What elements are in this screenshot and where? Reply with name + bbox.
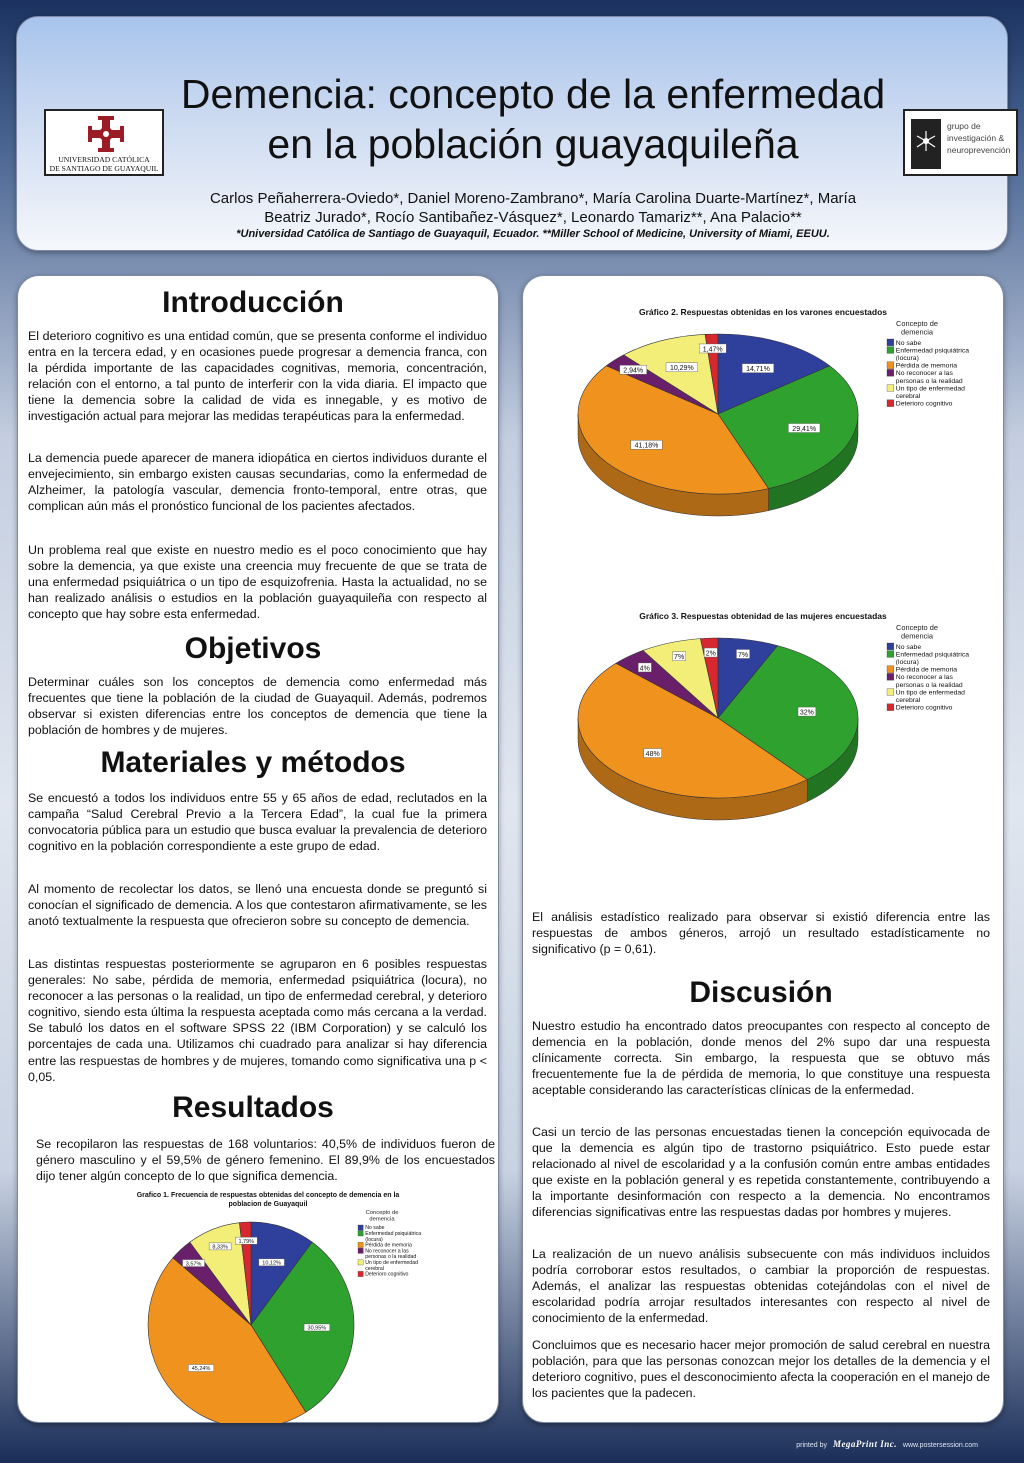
data-label-psiquiatrica: 32% xyxy=(799,709,814,717)
author-list xyxy=(167,189,899,227)
research-group-line-3: neuroprevención xyxy=(947,145,1011,155)
cross-emblem-icon xyxy=(86,114,126,154)
chart-title-line-2: poblacion de Guayaquil xyxy=(228,1201,308,1208)
materiales-paragraph-3: Las distintas respuestas posteriormente se agruparon en 6 posibles respuestas generales: No sabe, pérdida de memoria, enfermedad psiquiátrica (locura), no reconocer a las personas o la realidad, un tipo de enfermedad cerebral, y deterioro cognitivo, siendo esta última la respuesta aceptada como más cercana a la verdad. Se tabuló los datos en el software SPSS 22 (IBM Corporation) y se calculó los porcentajes de cada una. Utilizamos chi cuadrado para analizar si hay diferencia entre las respuestas de hombres y de mujeres, tomando como significativa una p < 0,05. xyxy=(28,957,487,1084)
chart-grafico-2 xyxy=(573,306,1003,566)
university-logo-line-1: UNIVERSIDAD CATÓLICA xyxy=(58,155,150,164)
university-logo-text xyxy=(46,155,162,173)
legend-title-line-2: demencia xyxy=(369,1216,395,1223)
legend-label-cerebral: cerebral xyxy=(895,393,921,400)
legend-title-line-2: demencia xyxy=(900,327,934,337)
legend-label-no_reconocer: personas o la realidad xyxy=(365,1254,417,1261)
legend-label-deterioro: Deterioro cognitivo xyxy=(895,704,953,712)
legend-label-memoria: Pérdida de memoria xyxy=(895,666,958,674)
legend-swatch-no_sabe xyxy=(887,643,894,650)
legend-swatch-cerebral xyxy=(358,1260,363,1265)
footer-credit xyxy=(796,1439,978,1449)
discusion-paragraph-4: Concluimos que es necesario hacer mejor promoción de salud cerebral en nuestra población, para que las personas conozcan mejor los detalles de la demencia y el deterioro cognitivo, pues el desconocimiento afecta la cooperación en el manejo de los pacientes que la padecen. xyxy=(532,1338,990,1401)
legend-swatch-deterioro xyxy=(358,1271,363,1276)
data-label-no_sabe: 14,71% xyxy=(746,365,770,373)
legend-label-no_reconocer: No reconocer a las xyxy=(895,674,953,682)
discusion-heading: Discusión xyxy=(689,976,833,1009)
legend-swatch-psiquiatrica xyxy=(887,347,894,354)
neuron-icon xyxy=(913,128,939,154)
legend-swatch-memoria xyxy=(358,1242,363,1247)
footer-brand: MegaPrint Inc. xyxy=(832,1439,897,1449)
legend-label-deterioro: Deterioro cognitivo xyxy=(895,400,953,408)
discusion-paragraph-3: La realización de un nuevo análisis subsecuente con más individuos incluidos podría corroborar estos resultados, o cambiar la proporción de respuestas. Además, el analizar las respuestas obtenidas cotejándolas con el nivel de escolaridad podría arrojar resultados interesantes con respecto al nivel de conocimiento de la enfermedad. xyxy=(532,1247,990,1326)
legend-label-psiquiatrica: Enfermedad psiquiátrica xyxy=(895,651,970,659)
poster-title-line-2: en la población guayaquileña xyxy=(267,121,799,167)
data-label-psiquiatrica: 29,41% xyxy=(792,425,817,433)
author-list-line-1: Carlos Peñaherrera-Oviedo*, Daniel Moreno-Zambrano*, María Carolina Duarte-Martínez*, María xyxy=(209,190,857,207)
legend-title-line-1: Concepto de xyxy=(365,1210,399,1216)
data-label-cerebral: 8,33% xyxy=(212,1244,228,1251)
legend-title-line-1: Concepto de xyxy=(896,319,938,328)
legend-label-cerebral: Un tipo de enfermedad xyxy=(365,1260,418,1266)
data-label-deterioro: 1,47% xyxy=(702,346,723,354)
legend-label-no_sabe: No sabe xyxy=(895,643,922,651)
data-label-deterioro: 1,79% xyxy=(238,1238,255,1245)
legend-label-no_reconocer: No reconocer a las xyxy=(365,1248,409,1255)
data-label-cerebral: 10,29% xyxy=(669,364,694,372)
introduccion-paragraph-2: La demencia puede aparecer de manera idiopática en ciertos individuos durante el envejecimiento, sin embargo existen causas secundarias, como la enfermedad de Alzheimer, la patología vascular, demencia fronto-temporal, entre otras, que complican aún más el pronóstico funcional de los pacientes afectados. xyxy=(28,451,487,514)
footer-printed-by: printed by xyxy=(796,1442,827,1449)
objetivos-heading: Objetivos xyxy=(184,632,322,665)
chart-grafico-1 xyxy=(118,1188,458,1423)
right-column xyxy=(522,275,1004,1423)
legend-label-memoria: Pérdida de memoria xyxy=(895,362,958,370)
legend-label-no_reconocer: No reconocer a las xyxy=(895,370,953,378)
analisis-paragraph: El análisis estadístico realizado para observar si existió diferencia entre las respuestas de ambos géneros, arrojó un resultado estadísticamente no significativo (p = 0,61). xyxy=(532,910,990,957)
legend-label-cerebral: cerebral xyxy=(895,697,921,704)
legend-label-psiquiatrica: (locura) xyxy=(365,1236,383,1243)
data-label-no_sabe: 10,12% xyxy=(262,1260,281,1267)
materiales-paragraph-2: Al momento de recolectar los datos, se llenó una encuesta donde se preguntó si conocían el significado de demencia. A los que contestaron afirmativamente, se les anotó textualmente la respuesta que ofrecieron sobre su concepto de demencia. xyxy=(28,882,487,929)
legend-swatch-deterioro xyxy=(887,704,894,711)
research-group-line-2: investigación & xyxy=(947,133,1005,143)
chart-grafico-3 xyxy=(573,610,1003,870)
data-label-psiquiatrica: 30,95% xyxy=(307,1325,327,1332)
university-logo-line-2: DE SANTIAGO DE GUAYAQUIL xyxy=(49,164,159,173)
legend-swatch-cerebral xyxy=(887,689,894,696)
legend-swatch-no_sabe xyxy=(358,1225,363,1230)
research-group-logo xyxy=(903,109,1018,176)
legend-label-psiquiatrica: (locura) xyxy=(895,659,919,666)
objetivos-paragraph: Determinar cuáles son los conceptos de demencia como enfermedad más frecuentes que tiene la población de la ciudad de Guayaquil. Además, podremos observar si existen diferencias entre los conceptos de demencia que tiene la población de hombres y de mujeres. xyxy=(28,675,487,738)
research-group-line-1: grupo de xyxy=(947,121,981,131)
legend-label-cerebral: Un tipo de enfermedad xyxy=(895,689,965,697)
data-label-memoria: 45,24% xyxy=(191,1366,211,1373)
footer-url: www.postersession.com xyxy=(902,1442,978,1449)
university-logo xyxy=(44,109,164,176)
legend-swatch-cerebral xyxy=(887,385,894,392)
legend-label-memoria: Pérdida de memoria xyxy=(365,1242,412,1249)
legend-swatch-no_reconocer xyxy=(358,1248,363,1253)
research-group-logo-text xyxy=(947,120,1010,156)
left-column xyxy=(17,275,499,1423)
legend-swatch-memoria xyxy=(887,666,894,673)
legend-label-psiquiatrica: Enfermedad psiquiátrica xyxy=(895,347,970,355)
legend-label-psiquiatrica: Enfermedad psiquiátrica xyxy=(365,1231,422,1237)
chart-title-line-1: Grafico 1. Frecuencia de respuestas obtenidas del concepto de demencia en la xyxy=(136,1192,400,1199)
chart-title-line-1: Gráfico 2. Respuestas obtenidas en los varones encuestados xyxy=(638,307,888,317)
discusion-paragraph-2: Casi un tercio de las personas encuestadas tienen la concepción equivocada de que la demencia es algún tipo de trastorno psiquiátrico. Esto puede estar relacionado al nivel de escolaridad y a la confusión común entre ambas entidades que existe en la población general y es repetida constantemente, contribuyendo a la importante desinformación con respecto a la demencia. No encontramos diferencias significativas entre las respuestas dadas por hombres y mujeres. xyxy=(532,1125,990,1220)
legend-label-cerebral: Un tipo de enfermedad xyxy=(895,385,965,393)
legend-swatch-no_reconocer xyxy=(887,673,894,680)
data-label-no_reconocer: 3,57% xyxy=(185,1261,202,1268)
resultados-paragraph: Se recopilaron las respuestas de 168 voluntarios: 40,5% de individuos fueron de género masculino y el 59,5% de género femenino. El 89,9% de los encuestados dijo tener algún concepto de lo que significa demencia. xyxy=(36,1137,495,1184)
poster-title xyxy=(167,69,899,169)
legend-swatch-memoria xyxy=(887,362,894,369)
legend-label-no_sabe: No sabe xyxy=(365,1225,385,1232)
data-label-no_reconocer: 2,94% xyxy=(623,367,644,375)
poster-title-line-1: Demencia: concepto de la enfermedad xyxy=(180,71,886,117)
author-list-line-2: Beatriz Jurado*, Rocío Santibañez-Vásquez*, Leonardo Tamariz**, Ana Palacio** xyxy=(264,209,802,226)
discusion-paragraph-1: Nuestro estudio ha encontrado datos preocupantes con respecto al concepto de demencia en la población, donde menos del 2% supo dar una respuesta clínicamente correcta. Sin embargo, la respuesta que se obtuvo más frecuentemente fue la de pérdida de memoria, lo que constituye una respuesta aceptable considerando las características clínicas de la enfermedad. xyxy=(532,1019,990,1098)
legend-title-line-1: Concepto de xyxy=(896,623,938,632)
legend-label-no_reconocer: personas o la realidad xyxy=(895,377,963,385)
affiliations: *Universidad Católica de Santiago de Guayaquil, Ecuador. **Miller School of Medicine, University of Miami, EEUU. xyxy=(236,228,830,240)
data-label-memoria: 48% xyxy=(645,750,660,758)
chart-title-line-1: Gráfico 3. Respuestas obtenidad de las mujeres encuestadas xyxy=(639,611,887,621)
introduccion-paragraph-3: Un problema real que existe en nuestro medio es el poco conocimiento que hay sobre la demencia, ya que existe una creencia muy frecuente de que se trata de una enfermedad psiquiátrica o un tipo de esquizofrenia. Hasta la actualidad, no se han realizado análisis o estudios en la población guayaquileña con respecto al concepto que hay sobre esta enfermedad. xyxy=(28,543,487,622)
data-label-no_reconocer: 4% xyxy=(639,665,650,673)
legend-swatch-psiquiatrica xyxy=(887,651,894,658)
legend-title-line-2: demencia xyxy=(900,631,934,641)
materiales-paragraph-1: Se encuestó a todos los individuos entre 55 y 65 años de edad, reclutados en la campaña “Salud Cerebral Previo a la Tercera Edad”, la cual fue la primera convocatoria pública para un estudio que busca evaluar la prevalencia de deterioro cognitivo en la población correspondiente a este grupo de edad. xyxy=(28,791,487,854)
legend-label-no_reconocer: personas o la realidad xyxy=(895,681,963,689)
materiales-heading: Materiales y métodos xyxy=(100,746,406,779)
poster-header xyxy=(16,16,1011,251)
legend-label-deterioro: Deterioro cognitivo xyxy=(365,1271,409,1278)
legend-swatch-no_reconocer xyxy=(887,369,894,376)
legend-label-psiquiatrica: (locura) xyxy=(895,355,919,362)
resultados-heading: Resultados xyxy=(172,1091,334,1124)
data-label-deterioro: 2% xyxy=(705,650,716,658)
data-label-memoria: 41,18% xyxy=(634,442,659,450)
legend-swatch-deterioro xyxy=(887,400,894,407)
introduccion-paragraph-1: El deterioro cognitivo es una entidad común, que se presenta conforme el individuo entra en la tercera edad, y en ocasiones puede progresar a demencia franca, con la pérdida importante de las capacidades cognitivas, memoria, concentración, relación con el entorno, a tal punto de interferir con la vida diaria. El impacto que tiene la demencia sobre la calidad de vida es innegable, y es motivo de investigación actual para mejorar las medidas terapéuticas para la enfermedad. xyxy=(28,329,487,424)
introduccion-heading: Introducción xyxy=(162,286,344,319)
legend-swatch-no_sabe xyxy=(887,339,894,346)
legend-label-no_sabe: No sabe xyxy=(895,339,922,347)
legend-label-cerebral: cerebral xyxy=(365,1265,384,1272)
data-label-no_sabe: 7% xyxy=(737,651,749,659)
legend-swatch-psiquiatrica xyxy=(358,1231,363,1236)
data-label-cerebral: 7% xyxy=(674,654,685,662)
